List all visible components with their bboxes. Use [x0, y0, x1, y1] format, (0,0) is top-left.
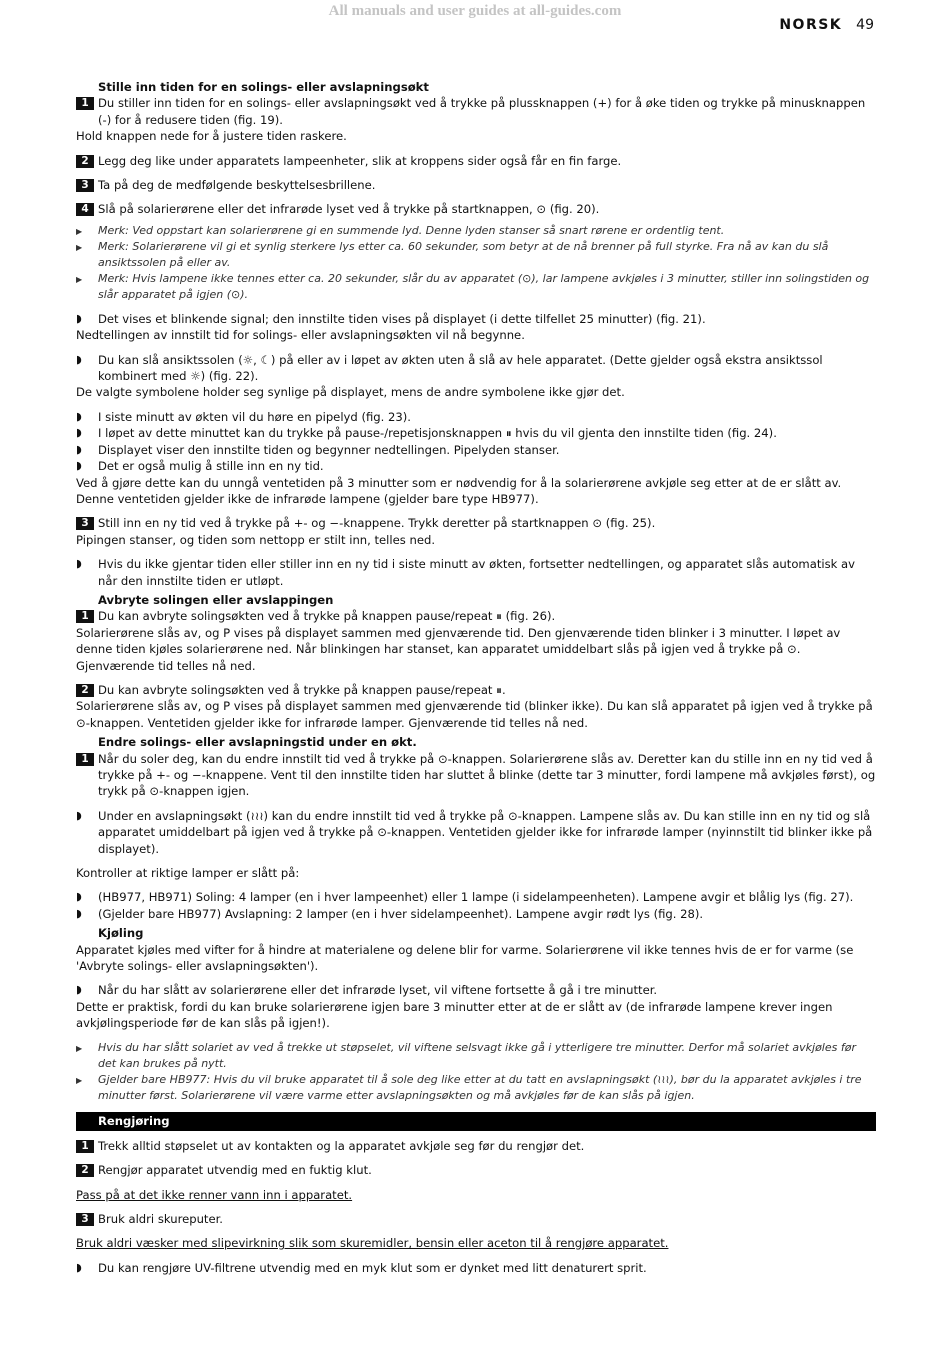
note-text: Hvis du har slått solariet av ved å trekke ut støpselet, vil viftene selsvagt ikke gå i ytterligere tre minutter. Derfor må solariet avkjøles før det kan brukes på nytt.	[98, 1040, 856, 1070]
bullet-text: Under en avslapningsøkt (≀≀≀) kan du endre innstilt tid ved å trykke på ⊙-knappen. Lampene slås av. Du kan stille inn en ny tid og slå apparatet umiddelbart på igjen ved å trykke på ⊙-knappen. Ventetiden gjelder ikke for infrarøde lamper (nyinnstilt tid blinker ikke på displayet).	[98, 808, 873, 856]
note-text: Merk: Ved oppstart kan solarierørene gi en summende lyd. Denne lyden stanser så snart rørene er ordentlig tent.	[98, 223, 725, 237]
bullet-icon: ◗	[76, 983, 82, 997]
step-number: 2	[76, 1164, 94, 1177]
step-1	[76, 751, 876, 800]
bullet-item	[76, 311, 876, 327]
paragraph: Hold knappen nede for å justere tiden raskere.	[76, 129, 347, 144]
step-text: Du kan avbryte solingsøkten ved å trykke på knappen pause/repeat ⏸.	[98, 682, 506, 697]
step-number: 1	[76, 1140, 94, 1153]
step-text: Du kan avbryte solingsøkten ved å trykke på knappen pause/repeat ⏸ (fig. 26).	[98, 609, 556, 624]
note-bullet-icon: ▶	[76, 1043, 83, 1053]
bullet-item	[76, 425, 876, 441]
paragraph: Ved å gjøre dette kan du unngå ventetiden på 3 minutter som er nødvendig for å la solarierørene avkjøle seg etter at de er slått av.	[76, 475, 842, 490]
step-text: Legg deg like under apparatets lampeenheter, slik at kroppens sider også får en fin farge.	[98, 153, 622, 168]
bullet-text: I løpet av dette minuttet kan du trykke på pause-/repetisjonsknappen ⏸ hvis du vil gjenta den innstilte tiden (fig. 24).	[98, 426, 777, 441]
watermark: All manuals and user guides at all-guides.com	[328, 3, 622, 19]
step-2	[76, 153, 876, 169]
bullet-item	[76, 458, 876, 474]
bullet-item	[76, 808, 876, 857]
bullet-text: Det vises et blinkende signal; den innstilte tiden vises på displayet (i dette tilfellet 25 minutter) (fig. 21).	[98, 311, 706, 326]
bullet-text: (Gjelder bare HB977) Avslapning: 2 lamper (en i hver sidelampeenhet). Lampene avgir rødt lys (fig. 28).	[98, 906, 704, 921]
bullet-text: Displayet viser den innstilte tiden og begynner nedtellingen. Pipelyden stanser.	[98, 442, 560, 457]
paragraph: Solarierørene slås av, og P vises på displayet sammen med gjenværende tid (blinker ikke). Du kan slå apparatet på igjen ved å trykke på ⊙-knappen. Ventetiden gjelder ikke for infrarøde lamper. Gjenværende tid telles nå ned.	[76, 699, 873, 730]
step-4	[76, 201, 876, 217]
bullet-icon: ◗	[76, 890, 82, 904]
step-number: 4	[76, 203, 94, 216]
step-text: Ta på deg de medfølgende beskyttelsesbrillene.	[98, 178, 376, 193]
bullet-item	[76, 982, 876, 998]
bullet-text: Når du har slått av solarierørene eller det infrarøde lyset, vil viftene fortsette å gå i tre minutter.	[98, 983, 658, 998]
note-bullet-icon: ▶	[76, 1075, 83, 1085]
bullet-icon: ◗	[76, 311, 82, 325]
note-bullet-icon: ▶	[76, 274, 83, 284]
paragraph: Denne ventetiden gjelder ikke de infrarøde lampene (gjelder bare type HB977).	[76, 491, 539, 506]
bullet-icon: ◗	[76, 409, 82, 423]
bullet-text: Du kan slå ansiktssolen (☼, ☾) på eller av i løpet av økten uten å slå av hele apparatet. (Dette gjelder også ekstra ansiktssol kombinert med ☼) (fig. 22).	[98, 352, 823, 384]
step-text: Rengjør apparatet utvendig med en fuktig klut.	[98, 1163, 372, 1178]
note-bullet-icon: ▶	[76, 242, 83, 252]
bullet-icon: ◗	[76, 352, 82, 366]
step-number: 2	[76, 155, 94, 168]
step-text: Slå på solarierørene eller det infrarøde lyset ved å trykke på startknappen, ⊙ (fig. 20).	[98, 202, 600, 217]
step-3	[76, 1211, 876, 1227]
bullet-item	[76, 409, 876, 425]
note-text: Merk: Hvis lampene ikke tennes etter ca. 20 sekunder, slår du av apparatet (⊙), lar lampene avkjøles i 3 minutter, stiller inn solingstiden og slår apparatet på igjen (⊙).	[98, 271, 870, 301]
step-number: 1	[76, 97, 94, 110]
bullet-icon: ◗	[76, 557, 82, 571]
paragraph: Apparatet kjøles med vifter for å hindre at materialene og delene blir for varme. Solarierørene vil ikke tennes hvis de er for varme (se 'Avbryte solings- eller avslapningsøkten').	[76, 942, 854, 974]
step-3-new-time	[76, 515, 876, 531]
step-text: Trekk alltid støpselet ut av kontakten og la apparatet avkjøle seg før du rengjør det.	[98, 1138, 585, 1153]
section-heading-cleaning: Rengjøring	[76, 1112, 876, 1131]
note	[76, 1040, 876, 1072]
page-number: 49	[856, 17, 874, 33]
warning-text: Bruk aldri væsker med slipevirkning slik som skuremidler, bensin eller aceton til å rengjøre apparatet.	[76, 1236, 669, 1251]
paragraph: De valgte symbolene holder seg synlige på displayet, mens de andre symbolene ikke gjør det.	[76, 385, 625, 400]
section-heading-change-time: Endre solings- eller avslapningstid under en økt.	[98, 735, 417, 750]
note-bullet-icon: ▶	[76, 226, 83, 236]
bullet-text: I siste minutt av økten vil du høre en pipelyd (fig. 23).	[98, 409, 411, 424]
step-1	[76, 95, 876, 128]
bullet-item	[76, 1260, 876, 1276]
bullet-text: Det er også mulig å stille inn en ny tid.	[98, 459, 324, 474]
bullet-icon: ◗	[76, 808, 82, 822]
step-number: 3	[76, 1213, 94, 1226]
step-number: 1	[76, 753, 94, 766]
bullet-icon: ◗	[76, 906, 82, 920]
document-body	[76, 76, 876, 1276]
bullet-item	[76, 352, 876, 385]
language-label: NORSK	[779, 17, 843, 33]
step-2	[76, 1162, 876, 1178]
section-heading-set-time: Stille inn tiden for en solings- eller avslapningsøkt	[98, 80, 429, 94]
step-text: Når du soler deg, kan du endre innstilt tid ved å trykke på ⊙-knappen. Solarierørene slås av. Deretter kan du stille inn en ny tid ved å trykke på +- og −-knappene. Vent til den innstilte tiden har sluttet å blinke (dette tar 3 minutter, fordi lampene må avkjøles først), og trykk på ⊙-knappen igjen.	[98, 751, 876, 799]
step-number: 3	[76, 179, 94, 192]
paragraph: Nedtellingen av innstilt tid for solings- eller avslapningsøkten vil nå begynne.	[76, 328, 525, 343]
step-3	[76, 177, 876, 193]
section-heading-interrupt: Avbryte solingen eller avslappingen	[98, 592, 334, 607]
paragraph: Dette er praktisk, fordi du kan bruke solarierørene igjen bare 3 minutter etter at de er slått av (de infrarøde lampene krever ingen avkjølingsperiode før de kan slås på igjen!).	[76, 999, 833, 1031]
bullet-item	[76, 556, 876, 589]
step-text: Du stiller inn tiden for en solings- eller avslapningsøkt ved å trykke på plussknappen (+) for å øke tiden og trykke på minusknappen (-) for å redusere tiden (fig. 19).	[98, 96, 866, 127]
step-2	[76, 682, 876, 698]
note-text: Merk: Solarierørene vil gi et synlig sterkere lys etter ca. 60 sekunder, som betyr at de nå brenner på full styrke. Fra nå av kan du slå ansiktssolen på eller av.	[98, 239, 829, 269]
warning-text: Pass på at det ikke renner vann inn i apparatet.	[76, 1187, 353, 1202]
step-number: 2	[76, 684, 94, 697]
step-number: 3	[76, 517, 94, 530]
bullet-item	[76, 442, 876, 458]
bullet-icon: ◗	[76, 459, 82, 473]
note-text: Gjelder bare HB977: Hvis du vil bruke apparatet til å sole deg like etter at du tatt en avslapningsøkt (≀≀≀), bør du la apparatet avkjøles i tre minutter først. Solarierørene vil være varme etter avslapningsøkten og må avkjøles før de kan slås på igjen.	[98, 1072, 862, 1102]
note	[76, 239, 876, 271]
paragraph: Pipingen stanser, og tiden som nettopp er stilt inn, telles ned.	[76, 532, 436, 547]
bullet-text: Du kan rengjøre UV-filtrene utvendig med en myk klut som er dynket med litt denaturert sprit.	[98, 1260, 647, 1275]
bullet-item	[76, 889, 876, 905]
section-heading-cooling: Kjøling	[98, 926, 144, 941]
note	[76, 1072, 876, 1104]
bullet-text: Hvis du ikke gjentar tiden eller stiller inn en ny tid i siste minutt av økten, fortsetter nedtellingen, og apparatet slås automatisk av når den innstilte tiden er utløpt.	[98, 557, 855, 588]
note	[76, 223, 876, 239]
paragraph: Solarierørene slås av, og P vises på displayet sammen med gjenværende tid. Den gjenværende tiden blinker i 3 minutter. I løpet av denne tiden kjøles solarierørene ned. Når blinkingen har stanset, kan apparatet umiddelbart slås på igjen ved å trykke på ⊙. Gjenværende tid telles nå ned.	[76, 625, 841, 673]
bullet-item	[76, 906, 876, 922]
paragraph: Kontroller at riktige lamper er slått på:	[76, 866, 300, 881]
bullet-icon: ◗	[76, 426, 82, 440]
step-text: Bruk aldri skureputer.	[98, 1211, 223, 1226]
note	[76, 271, 876, 303]
step-text: Still inn en ny tid ved å trykke på +- og −-knappene. Trykk deretter på startknappen ⊙ (fig. 25).	[98, 516, 656, 531]
step-1	[76, 1138, 876, 1154]
step-number: 1	[76, 610, 94, 623]
bullet-icon: ◗	[76, 442, 82, 456]
bullet-text: (HB977, HB971) Soling: 4 lamper (en i hver lampeenhet) eller 1 lampe (i sidelampeenheten). Lampene avgir et blålig lys (fig. 27).	[98, 890, 854, 905]
page-header	[779, 17, 874, 33]
bullet-icon: ◗	[76, 1260, 82, 1274]
step-1	[76, 608, 876, 624]
